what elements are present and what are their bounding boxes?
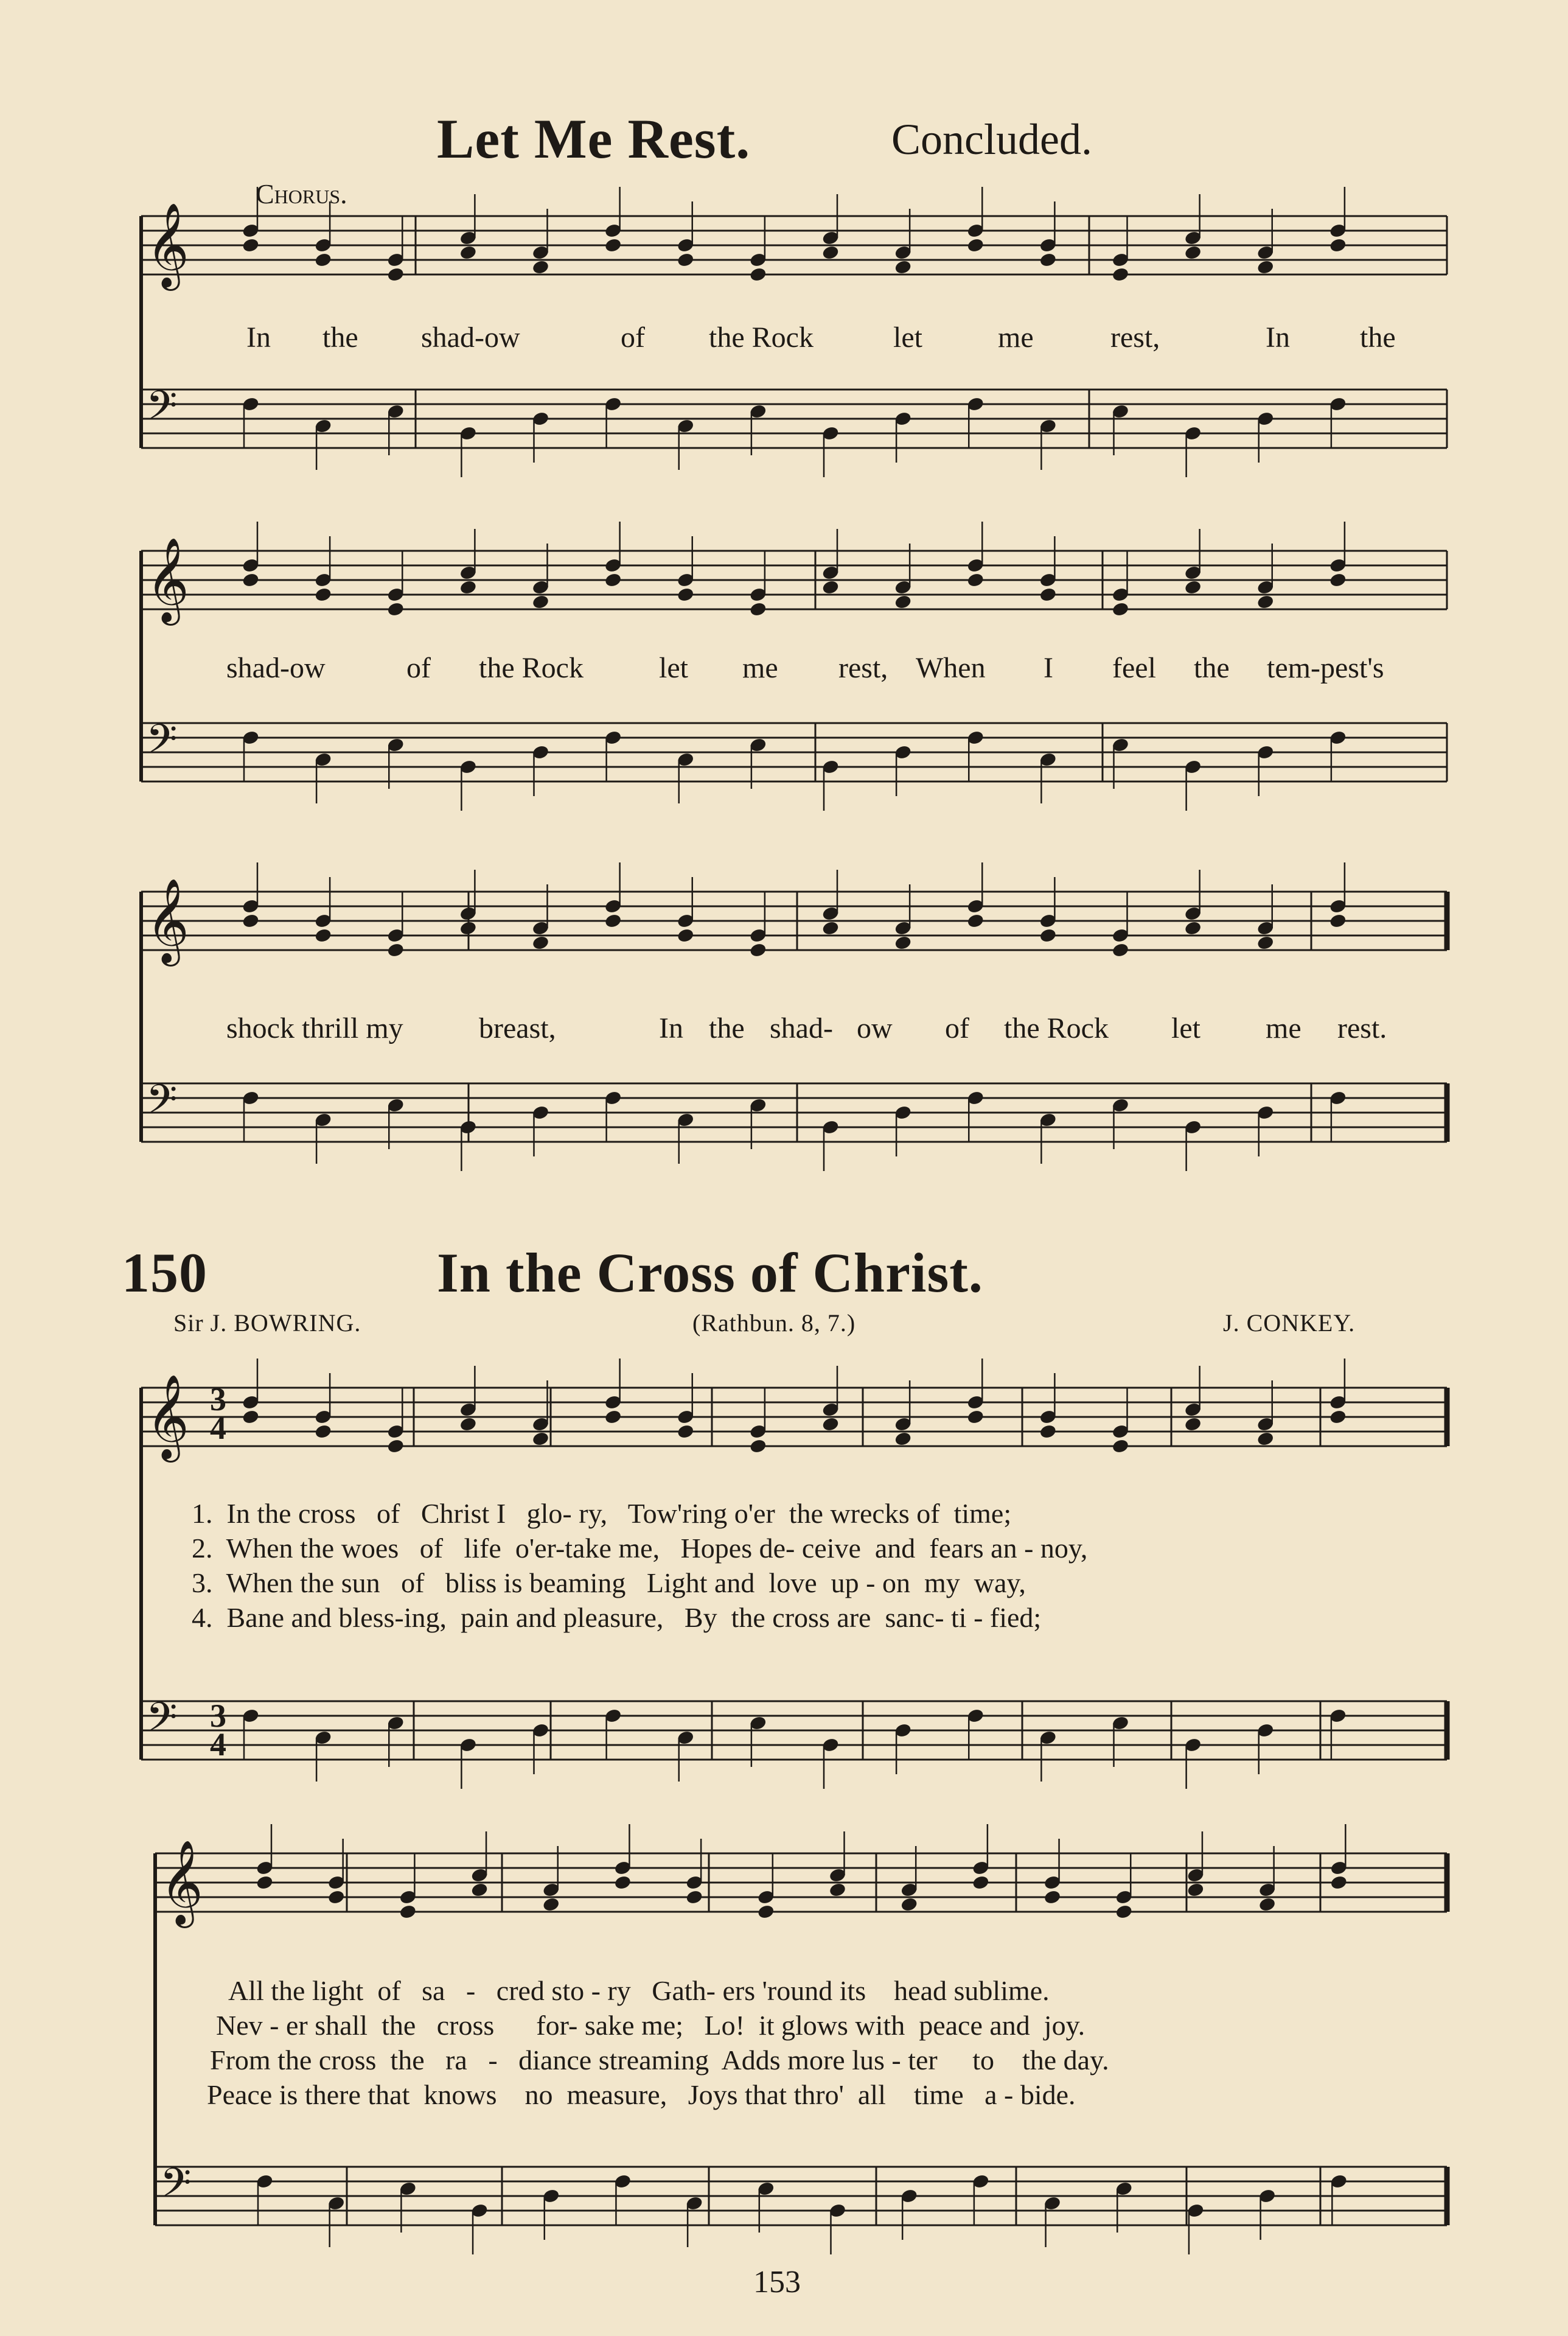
note-head <box>967 913 984 928</box>
lyric-word: When <box>916 652 986 684</box>
note-head <box>677 587 694 602</box>
lyric-word: rest, <box>838 652 888 684</box>
lyric-word: of <box>406 652 431 684</box>
note-head <box>1039 928 1057 943</box>
note-head <box>604 237 622 253</box>
time-signature-top-bass: 3 <box>210 1698 226 1734</box>
lyric-word: the <box>1360 321 1396 354</box>
lyric-word: I <box>1044 652 1053 684</box>
lyric-word: the <box>1194 652 1230 684</box>
note-head <box>757 1904 775 1919</box>
note-head <box>459 579 477 595</box>
note-head <box>387 1438 405 1453</box>
note-head <box>1256 259 1274 275</box>
note-head <box>750 601 767 617</box>
note-head <box>686 1889 703 1904</box>
note-head <box>532 259 549 275</box>
lyric-word: shad- <box>770 1012 833 1044</box>
note-head <box>967 572 984 587</box>
treble-clef: 𝄞 <box>146 878 189 963</box>
top-hymn-title: Let Me Rest. <box>437 108 751 170</box>
lyric-word: ow <box>857 1012 893 1044</box>
note-head <box>1112 601 1129 617</box>
treble-clef: 𝄞 <box>160 1840 203 1925</box>
note-head <box>750 267 767 282</box>
lyric-word: the Rock <box>479 652 584 684</box>
lyric-word: me <box>742 652 778 684</box>
note-head <box>822 920 840 935</box>
note-head <box>1329 572 1347 587</box>
lyric-word: breast, <box>479 1012 556 1044</box>
bass-clef: 𝄢 <box>146 1076 178 1133</box>
note-head <box>1329 237 1347 253</box>
note-head <box>315 587 332 602</box>
chorus-label: Chorus. <box>256 178 347 209</box>
hymn-composer: J. CONKEY. <box>1223 1309 1356 1337</box>
note-head <box>894 935 912 950</box>
note-head <box>677 928 694 943</box>
note-head <box>1184 920 1202 935</box>
note-head <box>967 237 984 253</box>
note-head <box>677 1424 694 1439</box>
note-head <box>459 245 477 260</box>
note-head <box>459 920 477 935</box>
lyric-word: let <box>659 652 688 684</box>
note-head <box>604 572 622 587</box>
note-head <box>399 1904 417 1919</box>
time-signature-top: 3 <box>210 1381 226 1418</box>
lyric-word: the Rock <box>709 321 814 354</box>
note-head <box>542 1897 560 1912</box>
lyric-word: the Rock <box>1004 1012 1109 1044</box>
treble-clef: 𝄞 <box>146 203 189 287</box>
note-head <box>1112 942 1129 957</box>
note-head <box>256 1875 274 1890</box>
note-head <box>242 913 260 928</box>
note-head <box>894 594 912 609</box>
note-head <box>1044 1889 1061 1904</box>
note-head <box>387 601 405 617</box>
lyric-word: shad-ow <box>421 321 520 354</box>
lyric-word: shock thrill my <box>226 1012 403 1044</box>
time-signature-bottom-bass: 4 <box>210 1726 226 1763</box>
lyric-word: let <box>1171 1012 1200 1044</box>
note-head <box>1256 935 1274 950</box>
note-head <box>315 928 332 943</box>
lyric-word: In <box>659 1012 683 1044</box>
note-head <box>1258 1897 1276 1912</box>
note-head <box>471 1882 489 1897</box>
note-head <box>972 1875 990 1890</box>
note-head <box>1256 1431 1274 1446</box>
note-head <box>459 1416 477 1432</box>
note-head <box>387 267 405 282</box>
verse-line-3a: 3. When the sun of bliss is beaming Light and love up - on my way, <box>192 1567 1026 1598</box>
treble-clef: 𝄞 <box>146 537 189 622</box>
verse-line-2b: Nev - er shall the cross for- sake me; Lo! it glows with peace and joy. <box>216 2010 1085 2041</box>
verse-line-1b: All the light of sa - cred sto - ry Gath- ers 'round its head sublime. <box>228 1975 1050 2006</box>
note-head <box>315 252 332 267</box>
note-head <box>1184 579 1202 595</box>
note-head <box>1039 252 1057 267</box>
hymn-title: In the Cross of Christ. <box>437 1242 983 1304</box>
note-head <box>532 594 549 609</box>
verse-line-1a: 1. In the cross of Christ I glo- ry, Tow'ring o'er the wrecks of time; <box>192 1498 1012 1529</box>
hymn-number: 150 <box>122 1242 207 1304</box>
bass-clef: 𝄢 <box>146 716 178 772</box>
treble-clef: 𝄞 <box>146 1374 189 1459</box>
note-head <box>750 1438 767 1453</box>
note-head <box>1112 1438 1129 1453</box>
note-head <box>604 913 622 928</box>
note-head <box>1039 587 1057 602</box>
lyric-word: of <box>621 321 645 354</box>
note-head <box>387 942 405 957</box>
lyric-word: me <box>998 321 1034 354</box>
lyric-word: In <box>246 321 271 354</box>
note-head <box>242 572 260 587</box>
lyric-word: of <box>945 1012 969 1044</box>
bass-clef: 𝄢 <box>160 2159 192 2216</box>
lyric-word: In <box>1266 321 1290 354</box>
time-signature-bottom: 4 <box>210 1410 226 1446</box>
lyric-word: tem-pest's <box>1267 652 1384 684</box>
bass-clef: 𝄢 <box>146 1694 178 1750</box>
note-head <box>901 1897 918 1912</box>
lyric-word: rest. <box>1337 1012 1387 1044</box>
hymn-author: Sir J. BOWRING. <box>173 1309 361 1337</box>
note-head <box>614 1875 632 1890</box>
note-head <box>677 252 694 267</box>
lyric-word: the <box>322 321 358 354</box>
note-head <box>532 1431 549 1446</box>
note-head <box>829 1882 846 1897</box>
note-head <box>1115 1904 1133 1919</box>
lyric-word: rest, <box>1110 321 1160 354</box>
note-head <box>315 1424 332 1439</box>
note-head <box>532 935 549 950</box>
verse-line-2a: 2. When the woes of life o'er-take me, Hopes de- ceive and fears an - noy, <box>192 1533 1088 1564</box>
page-number: 153 <box>753 2265 801 2299</box>
note-head <box>604 1409 622 1424</box>
note-head <box>1329 1409 1347 1424</box>
note-head <box>822 1416 840 1432</box>
bass-clef: 𝄢 <box>146 382 178 439</box>
note-head <box>1330 1875 1348 1890</box>
verse-line-4b: Peace is there that knows no measure, Joys that thro' all time a - bide. <box>207 2079 1076 2110</box>
note-head <box>894 259 912 275</box>
note-head <box>1184 245 1202 260</box>
note-head <box>750 942 767 957</box>
note-head <box>242 237 260 253</box>
note-head <box>242 1409 260 1424</box>
note-head <box>894 1431 912 1446</box>
lyric-word: the <box>709 1012 745 1044</box>
note-head <box>967 1409 984 1424</box>
note-head <box>1039 1424 1057 1439</box>
lyric-word: feel <box>1112 652 1156 684</box>
note-head <box>1112 267 1129 282</box>
lyric-word: shad-ow <box>226 652 326 684</box>
note-head <box>1184 1416 1202 1432</box>
note-head <box>1187 1882 1205 1897</box>
lyric-word: let <box>893 321 922 354</box>
note-head <box>822 245 840 260</box>
lyric-word: me <box>1266 1012 1301 1044</box>
top-hymn-subtitle: Concluded. <box>891 115 1092 164</box>
verse-line-4a: 4. Bane and bless-ing, pain and pleasure, By the cross are sanc- ti - fied; <box>192 1602 1042 1633</box>
note-head <box>822 579 840 595</box>
note-head <box>327 1889 345 1904</box>
note-head <box>1256 594 1274 609</box>
note-head <box>1329 913 1347 928</box>
verse-line-3b: From the cross the ra - diance streaming Adds more lus - ter to the day. <box>210 2044 1109 2075</box>
hymn-tune: (Rathbun. 8, 7.) <box>692 1309 856 1337</box>
